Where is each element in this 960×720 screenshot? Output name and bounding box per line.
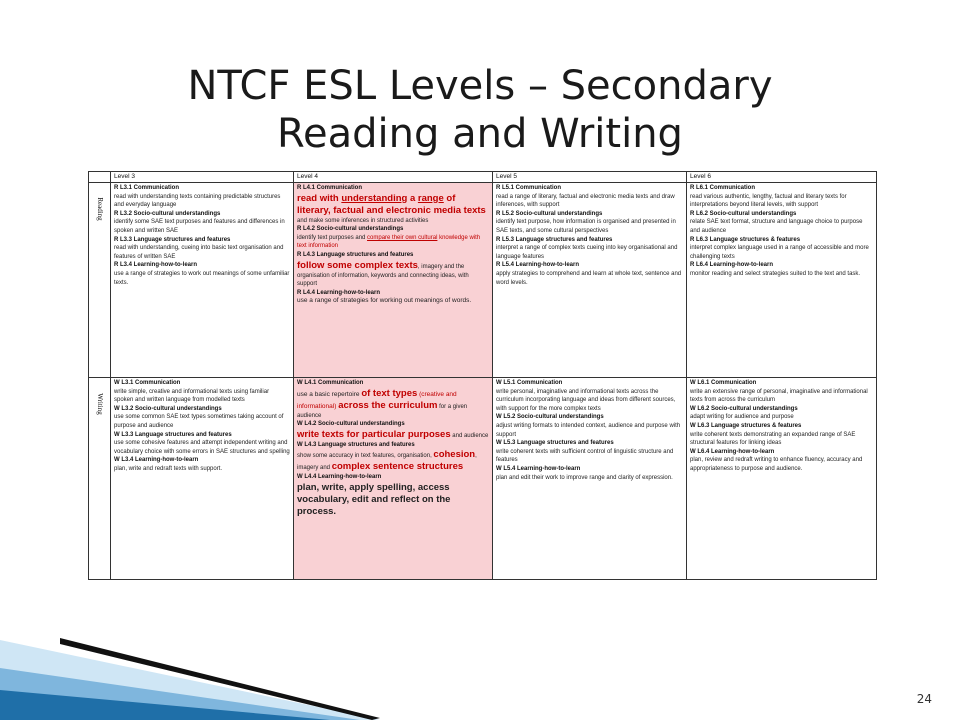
outcome-text: plan, write and redraft texts with support. bbox=[114, 465, 223, 472]
outcome-heading: W L5.3 Language structures and features bbox=[496, 440, 614, 447]
outcome-heading: W L4.1 Communication bbox=[297, 380, 364, 386]
cell-writing-level-6 bbox=[687, 378, 877, 580]
outcome-text: plan and edit their work to improve range and clarity of expression. bbox=[496, 474, 673, 481]
cell-writing-level-5 bbox=[493, 378, 687, 580]
header-level-6: Level 6 bbox=[687, 172, 877, 183]
outcome-heading: R L5.4 Learning-how-to-learn bbox=[496, 262, 580, 269]
esl-levels-table bbox=[88, 171, 877, 580]
outcome-heading: W L5.4 Learning-how-to-learn bbox=[496, 465, 581, 472]
cell-reading-level-5 bbox=[493, 183, 687, 378]
outcome-text: use some cohesive features and attempt independent writing and vocabulary choice with some errors in SAE structures and spelling bbox=[114, 440, 290, 455]
slide-title bbox=[0, 62, 960, 158]
cell-reading-level-3 bbox=[111, 183, 294, 378]
header-level-3: Level 3 bbox=[111, 172, 294, 183]
outcome-heading: R L6.3 Language structures & features bbox=[690, 236, 801, 243]
outcome-text: use a range of strategies for working out meanings of words. bbox=[297, 297, 472, 305]
cell-writing-level-3 bbox=[111, 378, 294, 580]
cell-reading-level-4 bbox=[294, 183, 493, 378]
outcome-text: write texts for particular purposes and audience bbox=[297, 428, 489, 440]
outcome-heading: R L4.1 Communication bbox=[297, 185, 363, 191]
page-number: 24 bbox=[916, 692, 932, 706]
outcome-text: follow some complex texts, imagery and the organisation of information, keywords and connecting ideas, with support bbox=[297, 259, 469, 288]
outcome-heading: W L3.1 Communication bbox=[114, 380, 181, 386]
outcome-heading: R L4.4 Learning-how-to-learn bbox=[297, 289, 381, 296]
outcome-text: monitor reading and select strategies suited to the text and task. bbox=[690, 270, 861, 277]
outcome-heading: W L4.4 Learning-how-to-learn bbox=[297, 474, 382, 481]
reading-row bbox=[89, 183, 877, 378]
outcome-text: apply strategies to comprehend and learn at whole text, sentence and word levels. bbox=[496, 270, 682, 286]
outcome-text: write coherent texts with sufficient control of linguistic structure and features bbox=[496, 448, 674, 464]
outcome-text: identify text purpose, how information is organised and presented in SAE texts, and some cultural perspectives bbox=[496, 219, 676, 234]
outcome-heading: R L4.2 Socio-cultural understandings bbox=[297, 226, 404, 233]
outcome-heading: W L3.3 Language structures and features bbox=[114, 431, 232, 438]
outcome-text: adapt writing for audience and purpose bbox=[690, 414, 794, 421]
outcome-text: read various authentic, lengthy, factual and literary texts for interpretations beyond literal levels, with support bbox=[690, 193, 847, 209]
outcome-text: interpret a range of complex texts cueing into key organisational and language features bbox=[496, 245, 678, 260]
outcome-heading: W L6.4 Learning-how-to-learn bbox=[690, 448, 775, 455]
outcome-text: relate SAE text format, structure and language choice to purpose and audience bbox=[690, 219, 863, 234]
outcome-text: use a basic repertoire of text types (creative and informational) across the curriculum for a given audience bbox=[297, 387, 468, 419]
outcome-heading: R L5.1 Communication bbox=[496, 185, 562, 191]
outcome-text: write coherent texts demonstrating an expanded range of SAE structural features for linking ideas bbox=[690, 431, 856, 447]
outcome-heading: W L4.3 Language structures and features bbox=[297, 441, 415, 448]
outcome-heading: W L6.1 Communication bbox=[690, 380, 757, 386]
outcome-text: use some common SAE text types sometimes taking account of purpose and audience bbox=[114, 414, 284, 429]
outcome-text: use a range of strategies to work out meanings of some unfamiliar texts. bbox=[114, 270, 290, 286]
outcome-text: identify some SAE text purposes and features and differences in spoken and written SAE bbox=[114, 219, 285, 234]
corner-decoration bbox=[0, 610, 380, 720]
outcome-heading: W L3.4 Learning-how-to-learn bbox=[114, 457, 199, 464]
outcome-text: plan, write, apply spelling, access vocabulary, edit and reflect on the process. bbox=[297, 481, 451, 517]
outcome-text: read with understanding a range of literary, factual and electronic media texts and make some inferences in structured activities bbox=[297, 192, 486, 224]
row-label-reading: Reading bbox=[89, 183, 111, 378]
outcome-heading: R L6.2 Socio-cultural understandings bbox=[690, 210, 797, 217]
header-level-5: Level 5 bbox=[493, 172, 687, 183]
outcome-heading: R L4.3 Language structures and features bbox=[297, 251, 414, 258]
outcome-heading: W L6.2 Socio-cultural understandings bbox=[690, 405, 798, 412]
title-line-2: Reading and Writing bbox=[277, 111, 683, 157]
outcome-heading: W L5.2 Socio-cultural understandings bbox=[496, 414, 604, 421]
title-line-1: NTCF ESL Levels – Secondary bbox=[187, 63, 773, 109]
corner-cell bbox=[89, 172, 111, 183]
header-level-4: Level 4 bbox=[294, 172, 493, 183]
outcome-text: adjust writing formats to intended context, audience and purpose with support bbox=[496, 422, 681, 438]
outcome-heading: R L6.1 Communication bbox=[690, 185, 756, 191]
cell-writing-level-4 bbox=[294, 378, 493, 580]
outcome-text: interpret complex language used in a range of accessible and more challenging texts bbox=[690, 245, 869, 260]
outcome-text: read with understanding texts containing predictable structures and everyday language bbox=[114, 193, 281, 209]
outcome-heading: W L6.3 Language structures & features bbox=[690, 422, 802, 429]
outcome-text: read with understanding, cueing into basic text organisation and features of written SAE bbox=[114, 245, 284, 260]
outcome-text: write simple, creative and informational texts using familiar spoken and written language from modelled texts bbox=[114, 388, 270, 404]
outcome-heading: R L3.3 Language structures and features bbox=[114, 236, 231, 243]
outcome-text: show some accuracy in text features, organisation, cohesion, imagery and complex sentence structures bbox=[297, 449, 477, 473]
outcome-text: write personal, imaginative and informational texts across the curriculum incorporating language and ideas from different sources, with support for the more complex texts bbox=[496, 388, 676, 412]
outcome-heading: R L3.1 Communication bbox=[114, 185, 180, 191]
outcome-text: read a range of literary, factual and electronic media texts and draw inferences, with support bbox=[496, 193, 675, 209]
cell-reading-level-6 bbox=[687, 183, 877, 378]
outcome-text: write an extensive range of personal, imaginative and informational texts from across the curriculum bbox=[690, 388, 868, 404]
outcome-heading: R L5.2 Socio-cultural understandings bbox=[496, 210, 603, 217]
header-row bbox=[89, 172, 877, 183]
outcome-heading: W L3.2 Socio-cultural understandings bbox=[114, 405, 222, 412]
outcome-text: plan, review and redraft writing to enhance fluency, accuracy and appropriateness to purpose and audience. bbox=[690, 457, 863, 472]
outcome-heading: R L6.4 Learning-how-to-learn bbox=[690, 262, 774, 269]
outcome-heading: W L4.2 Socio-cultural understandings bbox=[297, 421, 405, 428]
outcome-text: identify text purposes and compare their own cultural knowledge with text information bbox=[297, 234, 481, 250]
outcome-heading: R L5.3 Language structures and features bbox=[496, 236, 613, 243]
row-label-writing: Writing bbox=[89, 378, 111, 580]
outcome-heading: R L3.4 Learning-how-to-learn bbox=[114, 262, 198, 269]
outcome-heading: W L5.1 Communication bbox=[496, 380, 563, 386]
outcome-heading: R L3.2 Socio-cultural understandings bbox=[114, 210, 221, 217]
writing-row bbox=[89, 378, 877, 580]
